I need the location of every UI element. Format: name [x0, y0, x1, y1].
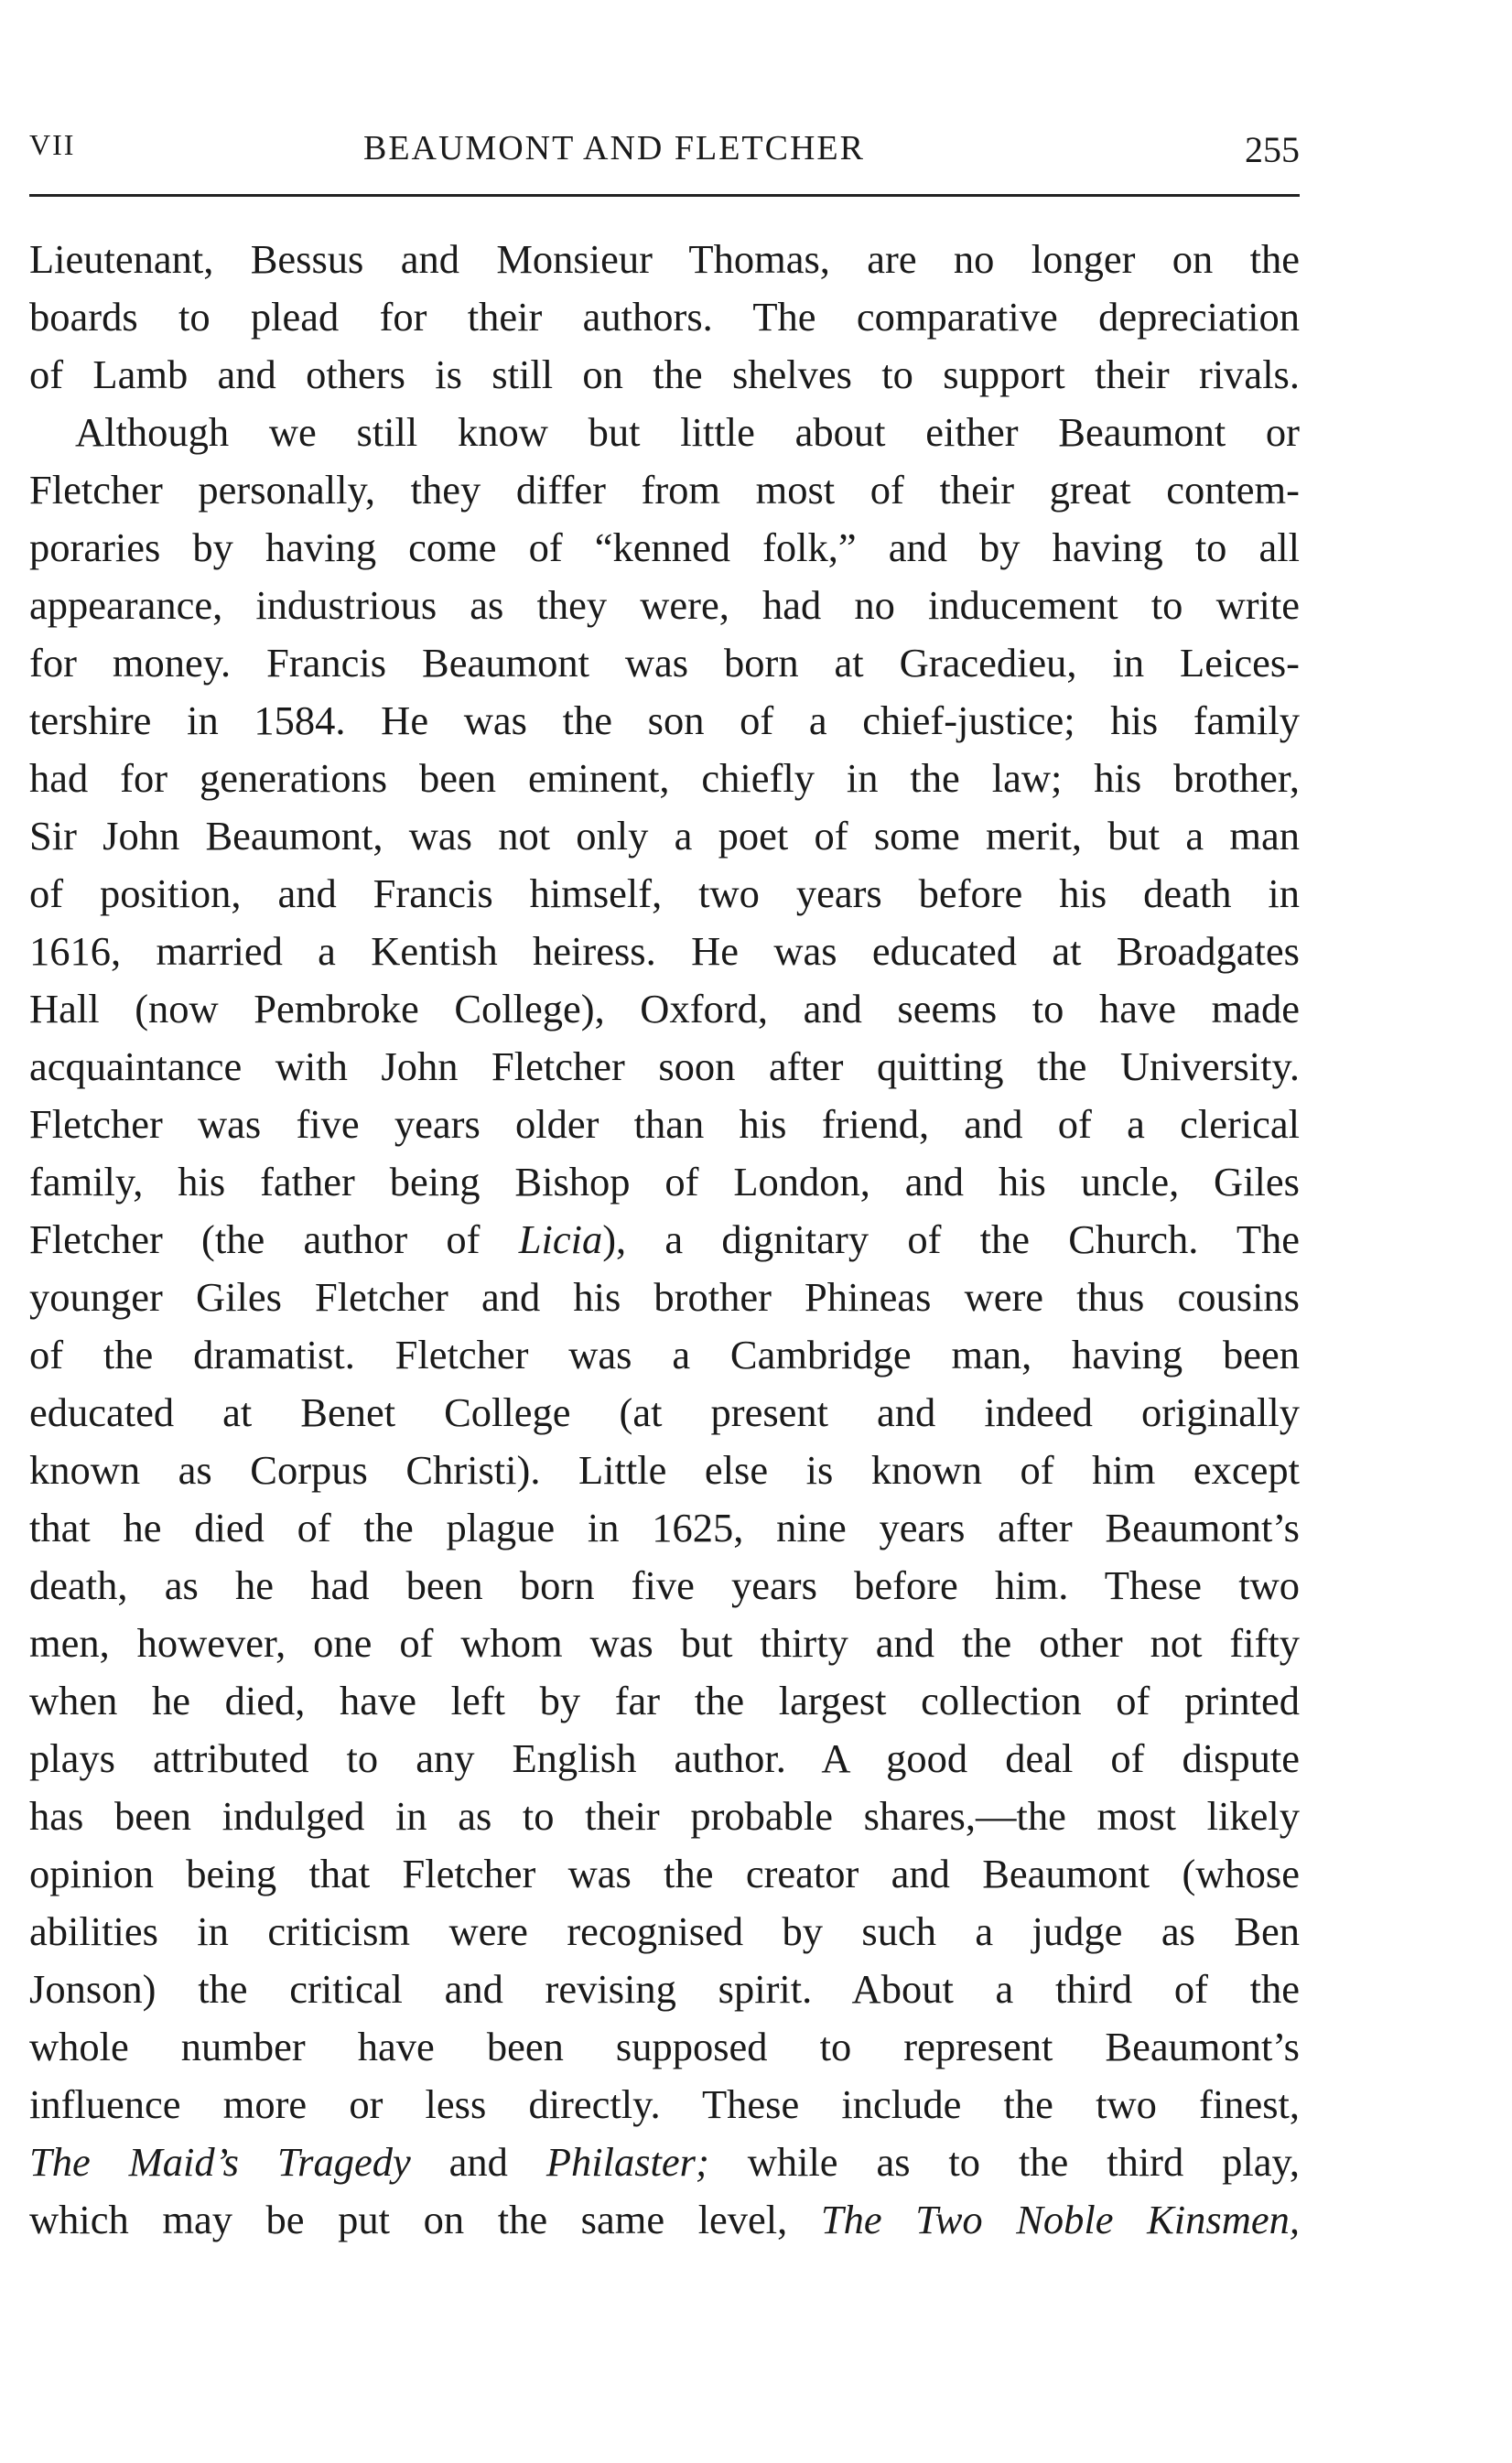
- text-segment: abilities in criticism were recognised by such a judge as Ben: [29, 1908, 1300, 1954]
- text-line: [29, 1269, 1300, 1326]
- text-segment: when he died, have left by far the largest collection of printed: [29, 1678, 1300, 1723]
- text-segment: family, his father being Bishop of London, and his uncle, Giles: [29, 1159, 1300, 1204]
- text-segment: which may be put on the same level,: [29, 2197, 821, 2242]
- text-line: [29, 1557, 1300, 1615]
- text-segment: Fletcher personally, they differ from most of their great contem-: [29, 467, 1300, 513]
- text-segment: that he died of the plague in 1625, nine years after Beaumont’s: [29, 1505, 1300, 1550]
- text-line: [29, 807, 1300, 865]
- text-line: [29, 2134, 1300, 2191]
- text-line: [29, 1326, 1300, 1384]
- text-line: [29, 231, 1300, 288]
- text-segment: Jonson) the critical and revising spirit. About a third of the: [29, 1966, 1300, 2012]
- text-line: [29, 750, 1300, 807]
- body-text: [29, 231, 1300, 2249]
- text-line: [29, 1442, 1300, 1499]
- text-segment: opinion being that Fletcher was the creator and Beaumont (whose: [29, 1851, 1300, 1896]
- page-number: 255: [1245, 129, 1300, 170]
- text-line: [29, 692, 1300, 750]
- italic-title: Licia: [518, 1216, 603, 1262]
- text-segment: 1616, married a Kentish heiress. He was educated at Broadgates: [29, 928, 1300, 974]
- text-segment: Hall (now Pembroke College), Oxford, and seems to have made: [29, 986, 1300, 1032]
- text-segment: poraries by having come of “kenned folk,” and by having to all: [29, 524, 1300, 570]
- text-line: [29, 865, 1300, 923]
- text-line: [29, 519, 1300, 577]
- text-segment: Fletcher was five years older than his friend, and of a clerical: [29, 1101, 1300, 1147]
- text-line: [29, 1672, 1300, 1730]
- text-segment: plays attributed to any English author. A good deal of dispute: [29, 1735, 1300, 1781]
- running-title: BEAUMONT AND FLETCHER: [363, 129, 865, 167]
- text-segment: whole number have been supposed to represent Beaumont’s: [29, 2024, 1300, 2069]
- text-segment: younger Giles Fletcher and his brother Phineas were thus cousins: [29, 1274, 1300, 1320]
- italic-title: The Two Noble Kinsmen,: [820, 2197, 1300, 2242]
- text-segment: boards to plead for their authors. The comparative depreciation: [29, 294, 1300, 340]
- text-segment: tershire in 1584. He was the son of a chief-justice; his family: [29, 697, 1300, 743]
- text-line: [29, 634, 1300, 692]
- text-segment: while as to the third play,: [708, 2139, 1300, 2185]
- text-line: [29, 1845, 1300, 1903]
- text-segment: Lieutenant, Bessus and Monsieur Thomas, are no longer on the: [29, 236, 1300, 282]
- text-line: [29, 1961, 1300, 2018]
- text-line: [29, 577, 1300, 634]
- text-line: [29, 1211, 1300, 1269]
- text-segment: for money. Francis Beaumont was born at Gracedieu, in Leices-: [29, 640, 1300, 686]
- text-line: [29, 1096, 1300, 1153]
- running-header: [29, 128, 1300, 174]
- text-line: [29, 461, 1300, 519]
- text-line: [29, 2191, 1300, 2249]
- text-segment: Fletcher (the author of: [29, 1216, 519, 1262]
- text-segment: had for generations been eminent, chiefly in the law; his brother,: [29, 755, 1300, 801]
- text-line: [29, 1038, 1300, 1096]
- text-segment: educated at Benet College (at present and indeed originally: [29, 1389, 1300, 1435]
- text-segment: acquaintance with John Fletcher soon after quitting the University.: [29, 1043, 1300, 1089]
- text-segment: men, however, one of whom was but thirty and the other not fifty: [29, 1620, 1300, 1666]
- text-line: [29, 1499, 1300, 1557]
- text-line: [29, 2076, 1300, 2134]
- text-segment: Although we still know but little about either Beaumont or: [75, 409, 1300, 455]
- text-line: [29, 404, 1300, 461]
- text-segment: influence more or less directly. These include the two finest,: [29, 2081, 1300, 2127]
- text-segment: death, as he had been born five years before him. These two: [29, 1562, 1300, 1608]
- text-line: [29, 1384, 1300, 1442]
- text-line: [29, 2018, 1300, 2076]
- text-segment: known as Corpus Christi). Little else is known of him except: [29, 1447, 1300, 1493]
- text-line: [29, 980, 1300, 1038]
- text-segment: of Lamb and others is still on the shelves to support their rivals.: [29, 351, 1300, 397]
- text-segment: ), a dignitary of the Church. The: [602, 1216, 1301, 1262]
- text-line: [29, 923, 1300, 980]
- text-segment: has been indulged in as to their probable shares,—the most likely: [29, 1793, 1300, 1839]
- text-segment: of position, and Francis himself, two years before his death in: [29, 870, 1300, 916]
- text-segment: appearance, industrious as they were, had no inducement to write: [29, 582, 1300, 628]
- text-line: [29, 288, 1300, 346]
- chapter-number: VII: [29, 128, 76, 161]
- italic-title: The Maid’s Tragedy: [29, 2139, 411, 2185]
- text-segment: and: [410, 2139, 546, 2185]
- text-line: [29, 346, 1300, 404]
- text-line: [29, 1730, 1300, 1788]
- text-line: [29, 1153, 1300, 1211]
- text-segment: of the dramatist. Fletcher was a Cambridge man, having been: [29, 1332, 1300, 1377]
- text-line: [29, 1788, 1300, 1845]
- text-line: [29, 1903, 1300, 1961]
- text-line: [29, 1615, 1300, 1672]
- italic-title: Philaster;: [545, 2139, 709, 2185]
- header-rule: [29, 194, 1300, 197]
- text-segment: Sir John Beaumont, was not only a poet of some merit, but a man: [29, 813, 1300, 859]
